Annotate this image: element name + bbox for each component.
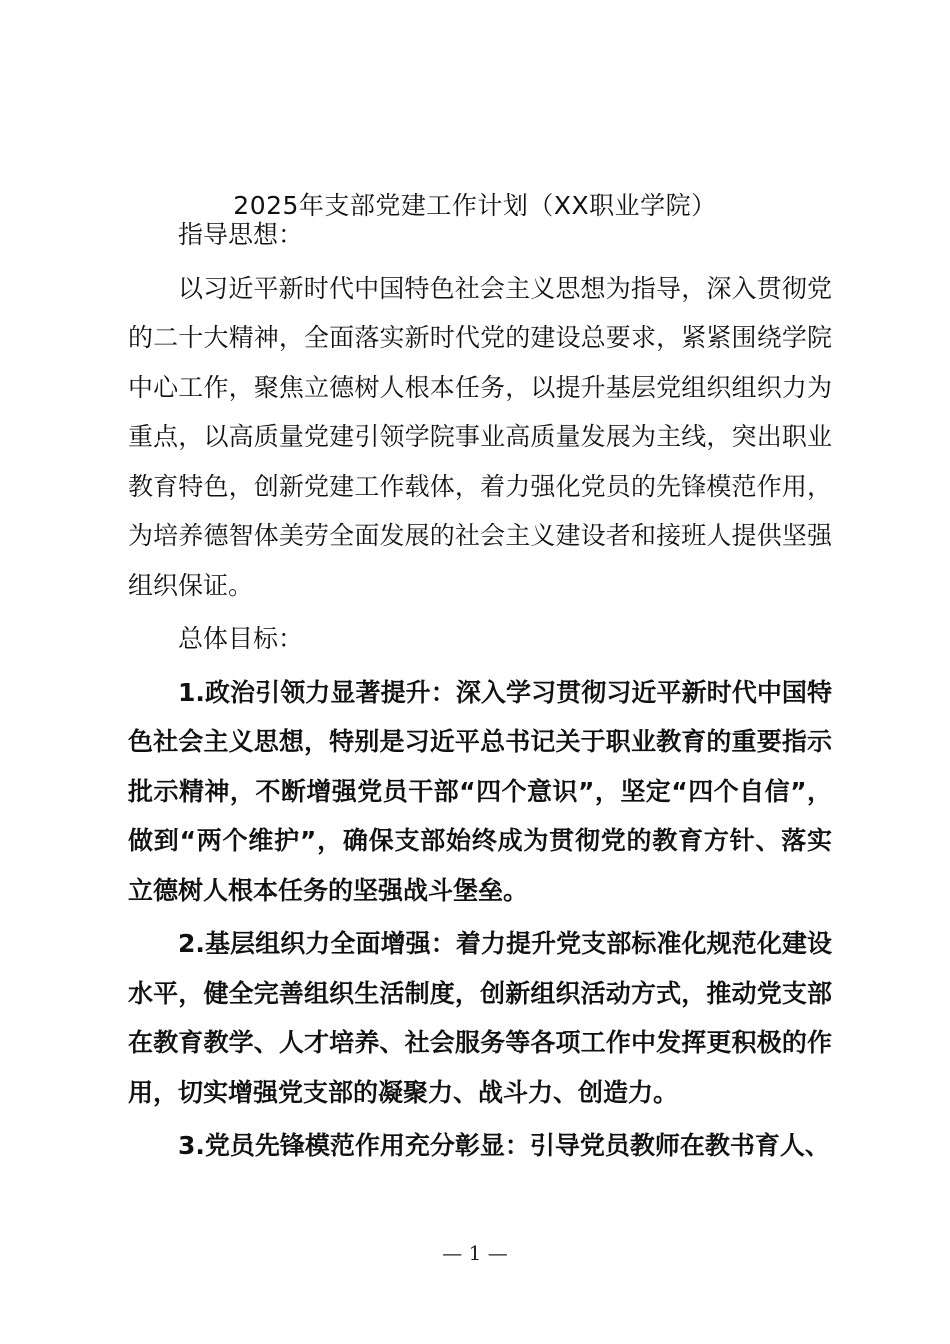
goals-heading: 总体目标： bbox=[178, 624, 304, 653]
guiding-paragraph: 以习近平新时代中国特色社会主义思想为指导，深入贯彻党的二十大精神，全面落实新时代党的建设总要求，紧紧围绕学院中心工作，聚焦立德树人根本任务，以提升基层党组织组织力为重点，以高质量党建引领学院事业高质量发展为主线，突出职业教育特色，创新党建工作载体，着力强化党员的先锋模范作用，为培养德智体美劳全面发展的社会主义建设者和接班人提供坚强组织保证。 bbox=[128, 273, 832, 600]
goal-item-1: 1.政治引领力显著提升：深入学习贯彻习近平新时代中国特色社会主义思想，特别是习近平总书记关于职业教育的重要指示批示精神，不断增强党员干部“四个意识”，坚定“四个自信”，做到“两个维护”，确保支部始终成为贯彻党的教育方针、落实立德树人根本任务的坚强战斗堡垒。 bbox=[128, 677, 832, 905]
goal-item-2: 2.基层组织力全面增强：着力提升党支部标准化规范化建设水平，健全完善组织生活制度，创新组织活动方式，推动党支部在教育教学、人才培养、社会服务等各项工作中发挥更积极的作用，切实增强党支部的凝聚力、战斗力、创造力。 bbox=[128, 929, 832, 1107]
guiding-heading: 指导思想： bbox=[178, 220, 304, 249]
document-body bbox=[128, 210, 832, 1171]
document-title: 2025年支部党建工作计划（XX职业学院） bbox=[233, 191, 717, 220]
goal-item-3: 3.党员先锋模范作用充分彰显：引导党员教师在教书育人、 bbox=[178, 1131, 830, 1160]
page-number: — 1 — bbox=[442, 1241, 508, 1265]
